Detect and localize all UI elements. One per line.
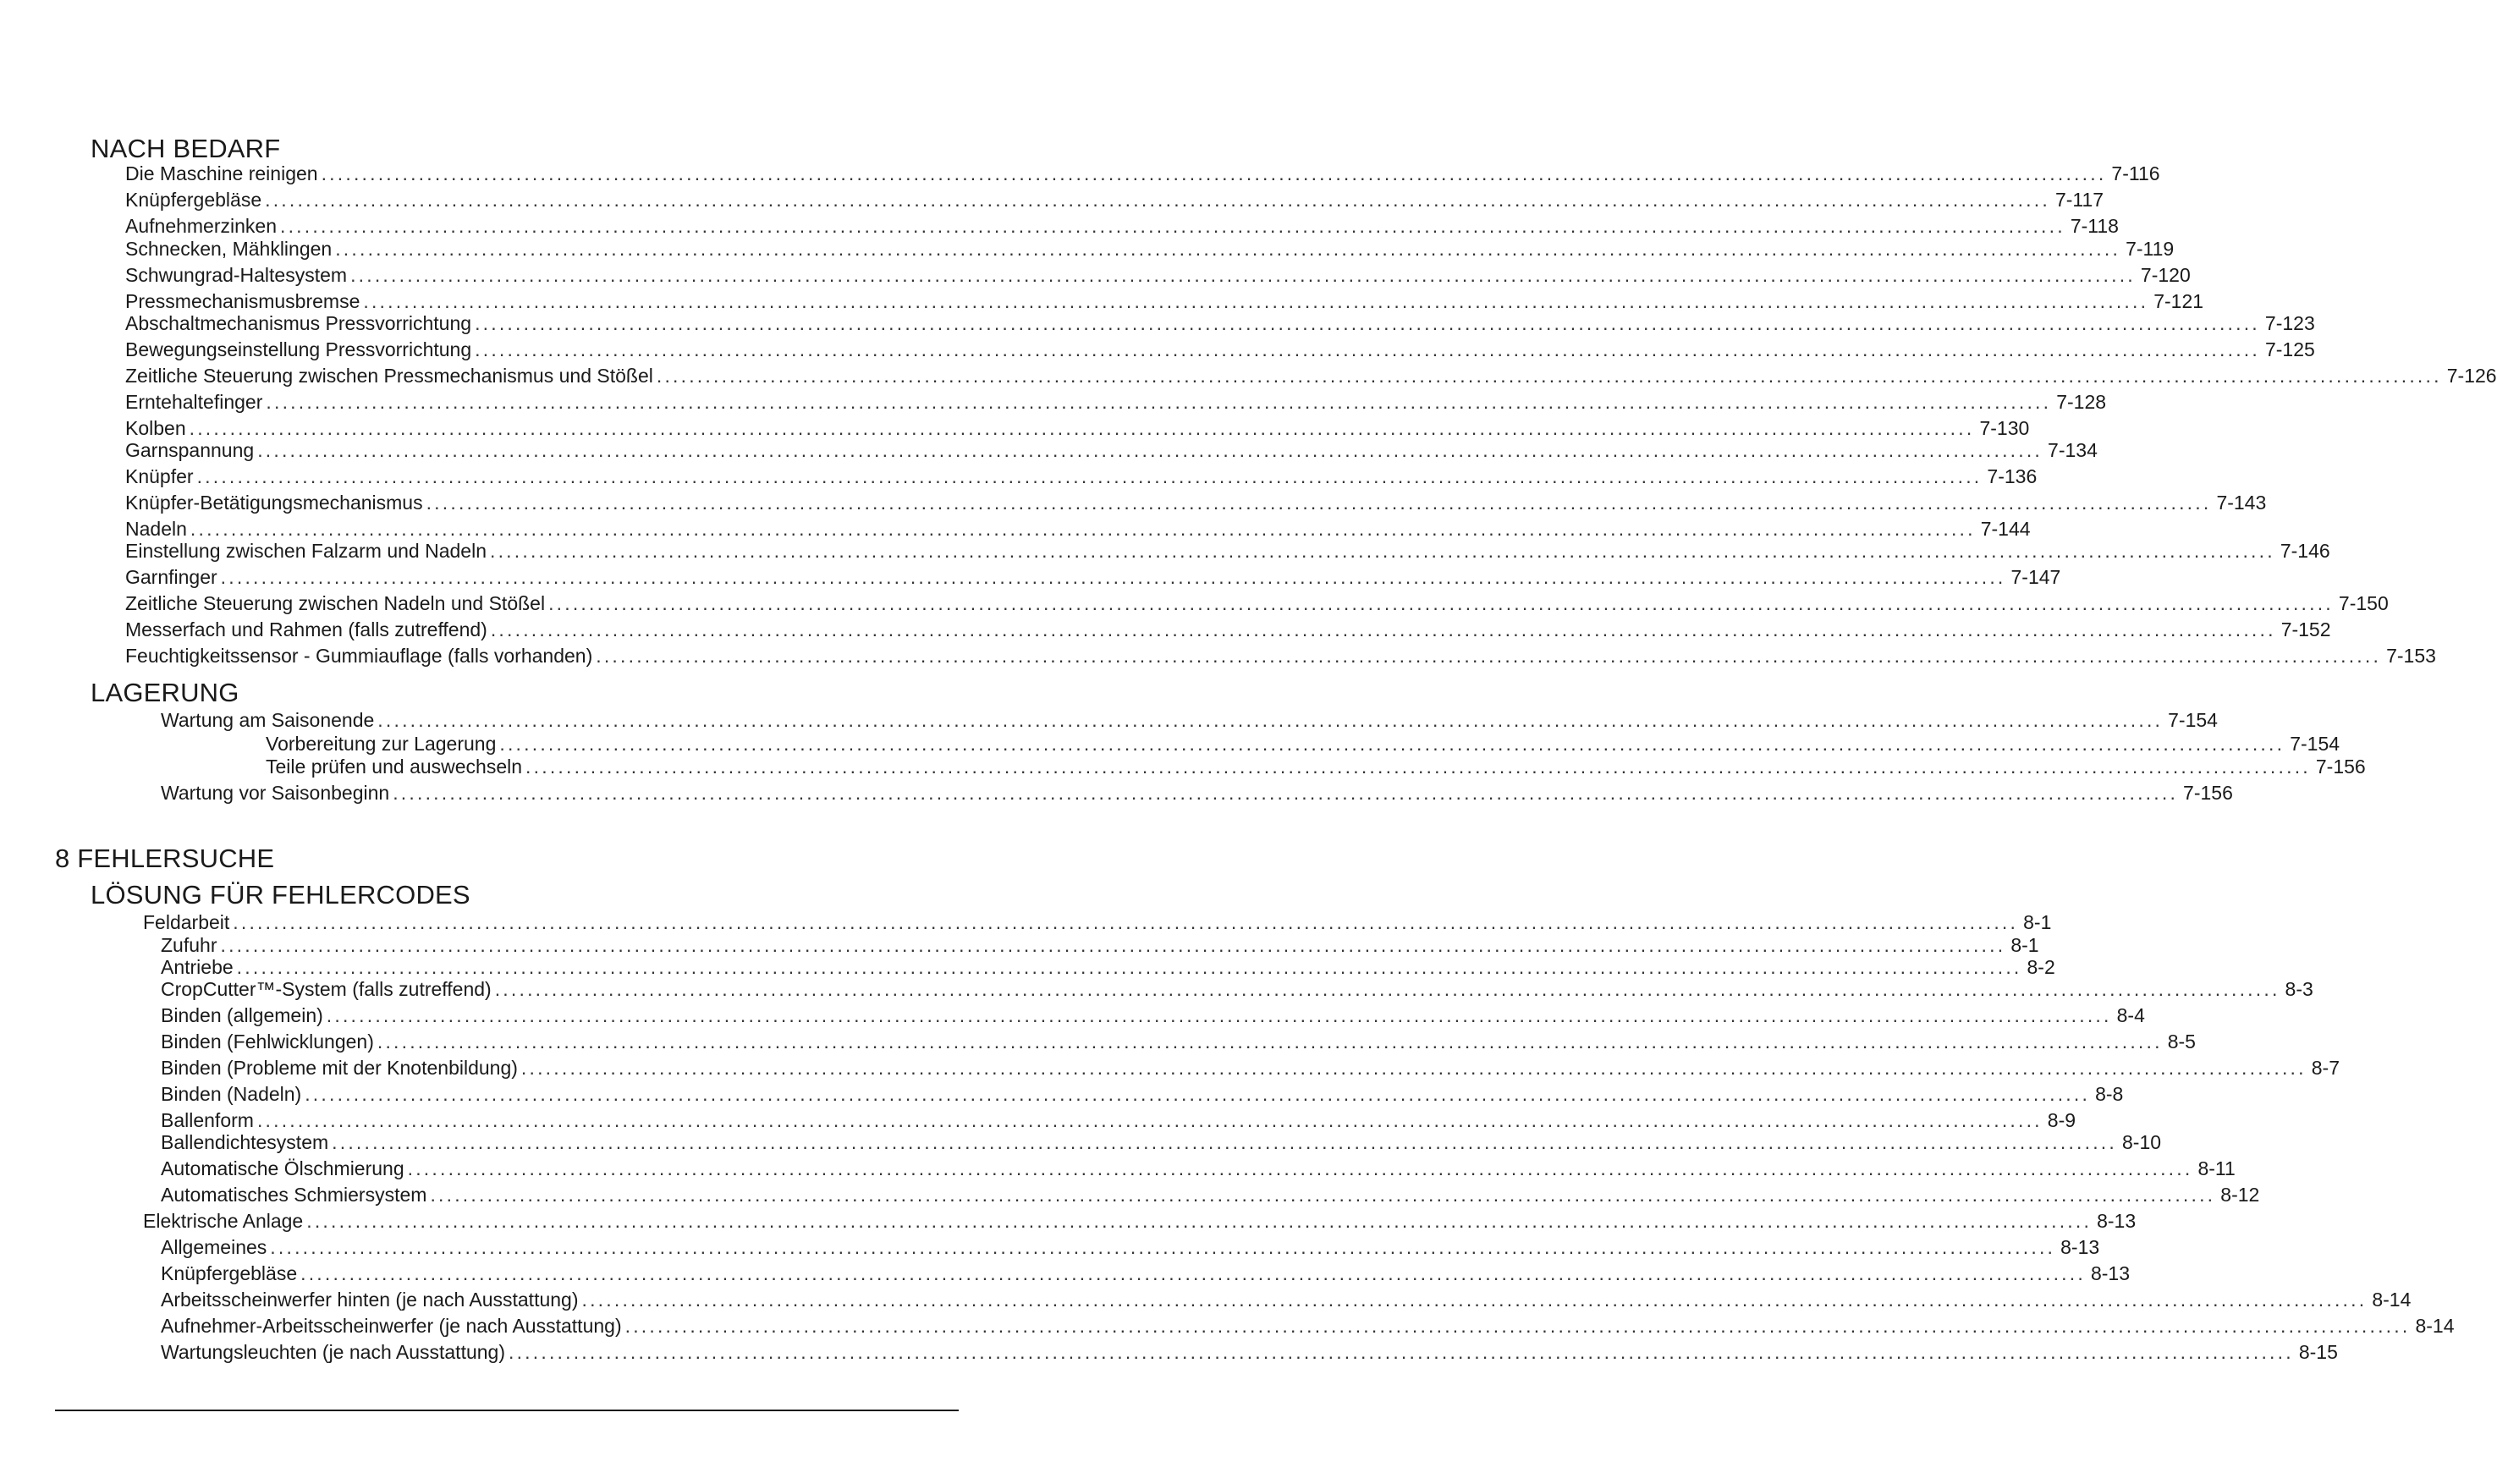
toc-page: 7-120 bbox=[2140, 264, 2191, 286]
toc-title: Elektrische Anlage bbox=[143, 1210, 304, 1232]
leader-dots: ............................................................................................................................................................................................................................ bbox=[475, 312, 2260, 334]
toc-title: Garnfinger bbox=[125, 566, 217, 588]
footer-divider bbox=[55, 1410, 959, 1411]
toc-entry[interactable] bbox=[161, 1157, 2236, 1179]
toc-entry[interactable] bbox=[266, 733, 2340, 755]
leader-dots: ............................................................................................................................................................................................................................ bbox=[490, 540, 2275, 562]
toc-page: 7-125 bbox=[2264, 338, 2315, 360]
toc-page: 8-3 bbox=[2285, 978, 2313, 1000]
toc-entry[interactable] bbox=[125, 162, 2160, 184]
toc-title: Knüpfergebläse bbox=[161, 1262, 298, 1284]
toc-entry[interactable] bbox=[125, 592, 2389, 614]
leader-dots: ............................................................................................................................................................................................................................ bbox=[306, 1210, 2093, 1232]
toc-entry[interactable] bbox=[125, 365, 2497, 387]
toc-entry[interactable] bbox=[161, 1341, 2338, 1363]
leader-dots: ............................................................................................................................................................................................................................ bbox=[280, 215, 2065, 237]
toc-title: Erntehaltefinger bbox=[125, 391, 263, 413]
toc-title: CropCutter™-System (falls zutreffend) bbox=[161, 978, 492, 1000]
toc-page: 7-130 bbox=[1979, 417, 2030, 439]
toc-title: Ballenform bbox=[161, 1109, 254, 1131]
toc-page: 8-14 bbox=[2372, 1289, 2412, 1311]
toc-page: 8-12 bbox=[2220, 1184, 2260, 1206]
leader-dots: ............................................................................................................................................................................................................................ bbox=[326, 1004, 2112, 1026]
leader-dots: ............................................................................................................................................................................................................................ bbox=[270, 1236, 2056, 1258]
toc-entry[interactable] bbox=[125, 391, 2107, 413]
toc-page: 8-4 bbox=[2116, 1004, 2145, 1026]
leader-dots: ............................................................................................................................................................................................................................ bbox=[321, 162, 2107, 184]
toc-entry[interactable] bbox=[125, 492, 2267, 514]
leader-dots: ............................................................................................................................................................................................................................ bbox=[430, 1184, 2216, 1206]
leader-dots: ............................................................................................................................................................................................................................ bbox=[332, 1131, 2117, 1153]
toc-page: 7-144 bbox=[1980, 518, 2031, 540]
section-heading-lagerung: LAGERUNG bbox=[91, 678, 239, 707]
toc-title: Ballendichtesystem bbox=[161, 1131, 329, 1153]
toc-page: 7-134 bbox=[2048, 439, 2098, 461]
toc-title: Garnspannung bbox=[125, 439, 255, 461]
toc-title: Aufnehmer-Arbeitsscheinwerfer (je nach Ausstattung) bbox=[161, 1315, 622, 1337]
leader-dots: ............................................................................................................................................................................................................................ bbox=[305, 1083, 2091, 1105]
leader-dots: ............................................................................................................................................................................................................................ bbox=[256, 1109, 2043, 1131]
leader-dots: ............................................................................................................................................................................................................................ bbox=[656, 365, 2442, 387]
toc-entry[interactable] bbox=[125, 618, 2331, 640]
leader-dots: ............................................................................................................................................................................................................................ bbox=[335, 238, 2121, 260]
toc-title: Allgemeines bbox=[161, 1236, 267, 1258]
section-heading-fehlercodes: LÖSUNG FÜR FEHLERCODES bbox=[91, 880, 470, 910]
toc-title: Feldarbeit bbox=[143, 911, 230, 933]
toc-entry[interactable] bbox=[125, 540, 2330, 562]
toc-title: Vorbereitung zur Lagerung bbox=[266, 733, 497, 755]
toc-entry[interactable] bbox=[125, 215, 2119, 237]
toc-entry[interactable] bbox=[161, 1289, 2412, 1311]
toc-title: Einstellung zwischen Falzarm und Nadeln bbox=[125, 540, 487, 562]
leader-dots: ............................................................................................................................................................................................................................ bbox=[490, 618, 2276, 640]
toc-entry[interactable] bbox=[143, 911, 2052, 933]
toc-entry[interactable] bbox=[125, 290, 2204, 312]
toc-title: Pressmechanismusbremse bbox=[125, 290, 360, 312]
toc-entry[interactable] bbox=[125, 518, 2031, 540]
toc-page: 8-10 bbox=[2122, 1131, 2162, 1153]
toc-entry[interactable] bbox=[161, 1184, 2260, 1206]
toc-page: 8-2 bbox=[2027, 956, 2055, 978]
toc-page: 7-147 bbox=[2010, 566, 2061, 588]
toc-page: 7-123 bbox=[2264, 312, 2315, 334]
toc-page: 8-1 bbox=[2023, 911, 2052, 933]
leader-dots: ............................................................................................................................................................................................................................ bbox=[377, 1031, 2163, 1053]
leader-dots: ............................................................................................................................................................................................................................ bbox=[548, 592, 2334, 614]
toc-title: Die Maschine reinigen bbox=[125, 162, 318, 184]
leader-dots: ............................................................................................................................................................................................................................ bbox=[220, 566, 2006, 588]
leader-dots: ............................................................................................................................................................................................................................ bbox=[499, 733, 2285, 755]
toc-page: 8-13 bbox=[2097, 1210, 2137, 1232]
toc-page: 7-121 bbox=[2153, 290, 2204, 312]
toc-page: 7-117 bbox=[2054, 189, 2104, 211]
toc-page: 7-150 bbox=[2338, 592, 2389, 614]
toc-title: Aufnehmerzinken bbox=[125, 215, 277, 237]
toc-entry[interactable] bbox=[161, 1004, 2145, 1026]
leader-dots: ............................................................................................................................................................................................................................ bbox=[233, 911, 2019, 933]
toc-title: Bewegungseinstellung Pressvorrichtung bbox=[125, 338, 472, 360]
leader-dots: ............................................................................................................................................................................................................................ bbox=[393, 782, 2179, 804]
toc-entry[interactable] bbox=[266, 756, 2366, 778]
toc-entry[interactable] bbox=[125, 264, 2191, 286]
toc-title: Arbeitsscheinwerfer hinten (je nach Ausstattung) bbox=[161, 1289, 579, 1311]
toc-entry[interactable] bbox=[161, 709, 2218, 731]
toc-title: Binden (Probleme mit der Knotenbildung) bbox=[161, 1057, 518, 1079]
leader-dots: ............................................................................................................................................................................................................................ bbox=[350, 264, 2136, 286]
toc-page: 7-152 bbox=[2280, 618, 2331, 640]
leader-dots: ............................................................................................................................................................................................................................ bbox=[266, 391, 2052, 413]
toc-page: 7-146 bbox=[2280, 540, 2330, 562]
toc-title: Feuchtigkeitssensor - Gummiauflage (falls vorhanden) bbox=[125, 645, 593, 667]
toc-title: Abschaltmechanismus Pressvorrichtung bbox=[125, 312, 472, 334]
leader-dots: ............................................................................................................................................................................................................................ bbox=[377, 709, 2164, 731]
toc-title: Binden (Nadeln) bbox=[161, 1083, 302, 1105]
toc-entry[interactable] bbox=[161, 1315, 2455, 1337]
leader-dots: ............................................................................................................................................................................................................................ bbox=[190, 518, 1976, 540]
toc-page: 8-1 bbox=[2010, 934, 2039, 956]
leader-dots: ............................................................................................................................................................................................................................ bbox=[624, 1315, 2411, 1337]
toc-page: 8-9 bbox=[2047, 1109, 2076, 1131]
toc-title: Knüpfer-Betätigungsmechanismus bbox=[125, 492, 423, 514]
toc-page: 7-119 bbox=[2126, 238, 2175, 260]
toc-title: Wartung vor Saisonbeginn bbox=[161, 782, 390, 804]
toc-page: 7-116 bbox=[2111, 162, 2160, 184]
leader-dots: ............................................................................................................................................................................................................................ bbox=[407, 1157, 2193, 1179]
toc-page: 8-8 bbox=[2095, 1083, 2124, 1105]
toc-page: 8-13 bbox=[2090, 1262, 2131, 1284]
toc-title: Nadeln bbox=[125, 518, 187, 540]
toc-title: Teile prüfen und auswechseln bbox=[266, 756, 523, 778]
toc-entry[interactable] bbox=[125, 189, 2104, 211]
toc-title: Automatische Ölschmierung bbox=[161, 1157, 404, 1179]
toc-title: Antriebe bbox=[161, 956, 234, 978]
leader-dots: ............................................................................................................................................................................................................................ bbox=[196, 465, 1983, 487]
leader-dots: ............................................................................................................................................................................................................................ bbox=[581, 1289, 2368, 1311]
toc-entry[interactable] bbox=[125, 312, 2315, 334]
toc-entry[interactable] bbox=[161, 1109, 2076, 1131]
toc-page: 8-15 bbox=[2298, 1341, 2338, 1363]
toc-page: 8-7 bbox=[2311, 1057, 2340, 1079]
toc-entry[interactable] bbox=[161, 782, 2233, 804]
toc-entry[interactable] bbox=[161, 978, 2313, 1000]
toc-title: Schnecken, Mähklingen bbox=[125, 238, 333, 260]
toc-title: Kolben bbox=[125, 417, 186, 439]
leader-dots: ............................................................................................................................................................................................................................ bbox=[475, 338, 2260, 360]
toc-title: Automatisches Schmiersystem bbox=[161, 1184, 427, 1206]
toc-entry[interactable] bbox=[161, 1083, 2124, 1105]
leader-dots: ............................................................................................................................................................................................................................ bbox=[236, 956, 2022, 978]
toc-page: 7-153 bbox=[2386, 645, 2436, 667]
leader-dots: ............................................................................................................................................................................................................................ bbox=[189, 417, 1975, 439]
section-heading-nach-bedarf: NACH BEDARF bbox=[91, 134, 281, 163]
leader-dots: ............................................................................................................................................................................................................................ bbox=[300, 1262, 2086, 1284]
toc-title: Messerfach und Rahmen (falls zutreffend) bbox=[125, 618, 487, 640]
leader-dots: ............................................................................................................................................................................................................................ bbox=[363, 290, 2149, 312]
toc-page: 8-14 bbox=[2415, 1315, 2455, 1337]
leader-dots: ............................................................................................................................................................................................................................ bbox=[509, 1341, 2294, 1363]
toc-page: 7-136 bbox=[1987, 465, 2038, 487]
toc-entry[interactable] bbox=[125, 417, 2030, 439]
toc-title: Wartungsleuchten (je nach Ausstattung) bbox=[161, 1341, 505, 1363]
toc-page: 7-156 bbox=[2183, 782, 2233, 804]
toc-title: Zeitliche Steuerung zwischen Pressmechanismus und Stößel bbox=[125, 365, 653, 387]
leader-dots: ............................................................................................................................................................................................................................ bbox=[494, 978, 2280, 1000]
toc-title: Binden (allgemein) bbox=[161, 1004, 323, 1026]
leader-dots: ............................................................................................................................................................................................................................ bbox=[426, 492, 2212, 514]
toc-entry[interactable] bbox=[161, 1262, 2131, 1284]
toc-title: Zeitliche Steuerung zwischen Nadeln und Stößel bbox=[125, 592, 546, 614]
leader-dots: ............................................................................................................................................................................................................................ bbox=[257, 439, 2043, 461]
toc-entry[interactable] bbox=[143, 1210, 2137, 1232]
toc-page: 7-118 bbox=[2070, 215, 2119, 237]
toc-entry[interactable] bbox=[161, 1031, 2196, 1053]
toc-page: 8-13 bbox=[2060, 1236, 2100, 1258]
toc-title: Wartung am Saisonende bbox=[161, 709, 375, 731]
toc-entry[interactable] bbox=[161, 956, 2055, 978]
toc-entry[interactable] bbox=[125, 566, 2061, 588]
leader-dots: ............................................................................................................................................................................................................................ bbox=[525, 756, 2311, 778]
toc-entry[interactable] bbox=[125, 238, 2175, 260]
toc-page: 8-11 bbox=[2197, 1157, 2236, 1179]
leader-dots: ............................................................................................................................................................................................................................ bbox=[520, 1057, 2307, 1079]
toc-page: 7-128 bbox=[2056, 391, 2107, 413]
toc-title: Binden (Fehlwicklungen) bbox=[161, 1031, 374, 1053]
toc-page: 8-5 bbox=[2167, 1031, 2196, 1053]
toc-entry[interactable] bbox=[125, 465, 2038, 487]
toc-entry[interactable] bbox=[161, 1131, 2162, 1153]
toc-entry[interactable] bbox=[125, 645, 2436, 667]
toc-page: 7-126 bbox=[2446, 365, 2497, 387]
toc-entry[interactable] bbox=[161, 1236, 2100, 1258]
toc-entry[interactable] bbox=[161, 934, 2039, 956]
toc-entry[interactable] bbox=[125, 338, 2315, 360]
leader-dots: ............................................................................................................................................................................................................................ bbox=[265, 189, 2050, 211]
chapter-heading: 8 FEHLERSUCHE bbox=[55, 844, 275, 873]
toc-title: Schwungrad-Haltesystem bbox=[125, 264, 348, 286]
toc-entry[interactable] bbox=[125, 439, 2098, 461]
toc-page: 7-156 bbox=[2315, 756, 2366, 778]
toc-title: Knüpfer bbox=[125, 465, 194, 487]
toc-entry[interactable] bbox=[161, 1057, 2340, 1079]
toc-page: 7-154 bbox=[2290, 733, 2340, 755]
toc-title: Zufuhr bbox=[161, 934, 217, 956]
leader-dots: ............................................................................................................................................................................................................................ bbox=[220, 934, 2006, 956]
toc-page: 7-154 bbox=[2168, 709, 2218, 731]
leader-dots: ............................................................................................................................................................................................................................ bbox=[596, 645, 2382, 667]
toc-page: 7-143 bbox=[2216, 492, 2267, 514]
toc-title: Knüpfergebläse bbox=[125, 189, 262, 211]
